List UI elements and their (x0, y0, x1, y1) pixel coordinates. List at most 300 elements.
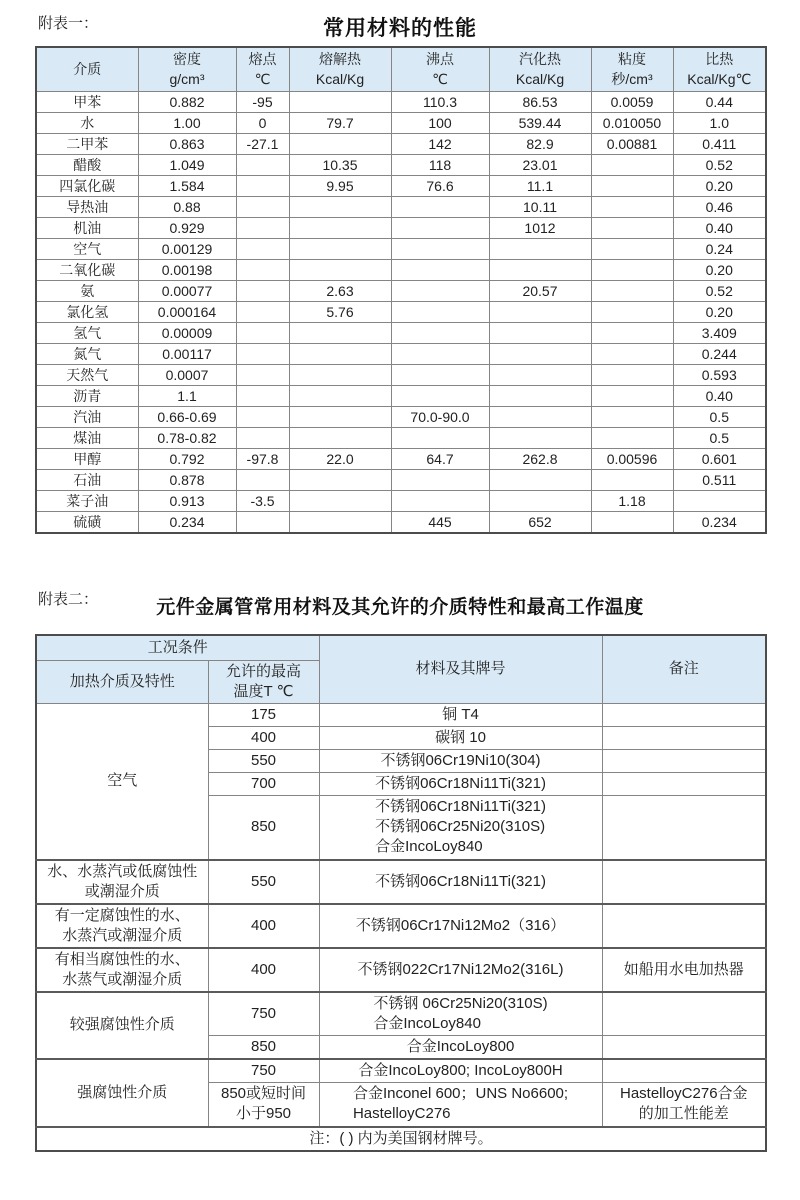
table1-column-header (673, 47, 766, 91)
table1-medium-cell: 四氯化碳 (36, 175, 138, 196)
table1-value-cell: 0.44 (673, 91, 766, 112)
table1-header-row (36, 47, 766, 91)
table1-column-header-line: Kcal/Kg (515, 71, 565, 88)
table1-value-cell: 20.57 (489, 280, 591, 301)
table2-body (36, 704, 766, 1151)
table2-row (36, 948, 766, 992)
table1-column-header (138, 47, 236, 91)
table1-medium-cell: 汽油 (36, 406, 138, 427)
table1-value-cell: 0 (236, 112, 289, 133)
table1-value-cell: 0.24 (673, 238, 766, 259)
table1-value-cell: 11.1 (489, 175, 591, 196)
table1-value-cell: 1.584 (138, 175, 236, 196)
table2-material-cell (319, 1083, 602, 1127)
table1-row (36, 469, 766, 490)
table2-remark-line: 如船用水电加热器 (623, 960, 744, 978)
table2-medium-cell-line: 或潮湿介质 (84, 882, 160, 900)
table1-value-cell: 1.049 (138, 154, 236, 175)
table1-value-cell (591, 259, 673, 280)
table1-value-cell: 0.929 (138, 217, 236, 238)
table2-remark-cell (602, 860, 766, 904)
table1-value-cell (489, 406, 591, 427)
table1-row (36, 133, 766, 154)
table1-medium-cell: 甲苯 (36, 91, 138, 112)
table1-value-cell: 0.244 (673, 343, 766, 364)
table2-material-block (375, 797, 546, 857)
table1-value-cell: 3.409 (673, 322, 766, 343)
table1-row (36, 154, 766, 175)
table2-header-max-temp (208, 661, 319, 704)
table1-value-cell (236, 406, 289, 427)
table1-medium-cell: 水 (36, 112, 138, 133)
table1-value-cell: 0.00009 (138, 322, 236, 343)
table1-medium-cell: 氨 (36, 280, 138, 301)
table2-title: 元件金属管常用材料及其允许的介质特性和最高工作温度 (156, 596, 644, 618)
table1-medium-cell: 煤油 (36, 427, 138, 448)
table1-row (36, 406, 766, 427)
table2-temp-cell (208, 704, 319, 727)
table1-value-cell (236, 427, 289, 448)
table2-medium-cell (36, 860, 208, 904)
table1-value-cell: 0.878 (138, 469, 236, 490)
table2-medium-cell-line: 水蒸汽或潮湿介质 (62, 926, 183, 944)
table2-remark-cell (602, 948, 766, 992)
table2-remark-line: 的加工性能差 (638, 1105, 729, 1123)
table2-remark-line: HastelloyC276合金 (619, 1085, 748, 1103)
table1-value-cell (489, 343, 591, 364)
table1-row (36, 112, 766, 133)
table2-temp-cell-line: 小于950 (235, 1105, 292, 1123)
table1-value-cell (236, 364, 289, 385)
table1-row (36, 91, 766, 112)
table1-row (36, 448, 766, 469)
table1-value-cell (489, 301, 591, 322)
table1-value-cell (236, 301, 289, 322)
table1-value-cell (489, 364, 591, 385)
table1-value-cell (289, 238, 391, 259)
table1-value-cell: 0.010050 (591, 112, 673, 133)
table1-value-cell: 10.35 (289, 154, 391, 175)
table1-value-cell (489, 469, 591, 490)
table1-value-cell (391, 196, 489, 217)
table1-value-cell (236, 511, 289, 533)
table1-value-cell: 82.9 (489, 133, 591, 154)
table1-value-cell (391, 343, 489, 364)
table1-column-header-line: Kcal/Kg (315, 71, 365, 88)
table2-material-cell (319, 860, 602, 904)
table1-value-cell: 0.0007 (138, 364, 236, 385)
table2-remark-cell (602, 992, 766, 1036)
table2-row (36, 992, 766, 1036)
table1-medium-cell: 硫磺 (36, 511, 138, 533)
table2-temp-cell (208, 904, 319, 948)
table2-material-cell (319, 750, 602, 773)
table1-value-cell: 70.0-90.0 (391, 406, 489, 427)
table1-value-cell (391, 364, 489, 385)
table2-medium-cell-line: 较强腐蚀性介质 (69, 1016, 175, 1034)
table1-value-cell (391, 259, 489, 280)
table1-value-cell (591, 427, 673, 448)
table2-material-line: 合金IncoLoy840 (373, 1014, 481, 1032)
table2-heading (0, 586, 800, 634)
table1-value-cell (289, 406, 391, 427)
table2-side-label: 附表二： (38, 590, 99, 608)
table1-value-cell: 0.40 (673, 385, 766, 406)
table2-material-cell (319, 796, 602, 860)
table1-value-cell (236, 175, 289, 196)
table2-header-row-1 (36, 635, 766, 661)
table1-value-cell: 64.7 (391, 448, 489, 469)
table2-medium-cell (36, 904, 208, 948)
table1-value-cell (489, 238, 591, 259)
table2-medium-cell (36, 1059, 208, 1127)
table2-medium-cell (36, 948, 208, 992)
table2-temp-cell (208, 796, 319, 860)
table2-note-cell: 注：( ) 内为美国钢材牌号。 (36, 1127, 766, 1151)
table1-value-cell (289, 364, 391, 385)
table2-header-medium: 加热介质及特性 (36, 661, 208, 704)
table2-temp-cell-line: 400 (250, 729, 277, 746)
table1-value-cell: 262.8 (489, 448, 591, 469)
table2-material-cell (319, 1059, 602, 1083)
table1-column-header-line: g/cm³ (169, 71, 205, 88)
table2-remark-cell (602, 750, 766, 773)
table1-head (36, 47, 766, 91)
table2-material-line: 合金IncoLoy840 (375, 838, 483, 856)
table2-material-line: 不锈钢 06Cr25Ni20(310S) (373, 994, 548, 1012)
table2-temp-cell (208, 1036, 319, 1060)
table2-temp-cell-line: 550 (250, 872, 277, 890)
table1-value-cell (289, 91, 391, 112)
table2-material-cell (319, 773, 602, 796)
table1-value-cell (489, 322, 591, 343)
table2-header-max-temp-line: 允许的最高 (226, 663, 302, 680)
table2-temp-cell-line: 700 (250, 775, 277, 792)
table1-value-cell (236, 259, 289, 280)
table1-column-header-line: 比热 (705, 51, 734, 68)
table1-value-cell (289, 511, 391, 533)
table1-value-cell (289, 343, 391, 364)
table1-value-cell: 0.601 (673, 448, 766, 469)
table2-temp-cell (208, 992, 319, 1036)
table1-value-cell (591, 385, 673, 406)
table2-medium-cell (36, 704, 208, 860)
table2-row (36, 704, 766, 727)
table1-medium-cell: 氯化氢 (36, 301, 138, 322)
table1-value-cell: 0.00117 (138, 343, 236, 364)
table1-medium-cell: 导热油 (36, 196, 138, 217)
table1-value-cell (489, 490, 591, 511)
table1-value-cell: 0.46 (673, 196, 766, 217)
table1-value-cell: 0.66-0.69 (138, 406, 236, 427)
table2-material-cell (319, 704, 602, 727)
table1-value-cell: 1.0 (673, 112, 766, 133)
table1-value-cell (591, 469, 673, 490)
table1-value-cell: 0.20 (673, 259, 766, 280)
table1-medium-cell: 醋酸 (36, 154, 138, 175)
table2-material-line: 不锈钢06Cr17Ni12Mo2（316） (355, 916, 566, 934)
table1-column-header (391, 47, 489, 91)
table1-value-cell: 539.44 (489, 112, 591, 133)
table1-column-header-line: 熔点 (248, 51, 277, 68)
table1-medium-cell: 二氧化碳 (36, 259, 138, 280)
table1-value-cell: 2.63 (289, 280, 391, 301)
table1-value-cell: 0.00129 (138, 238, 236, 259)
table1-value-cell: -27.1 (236, 133, 289, 154)
table1-value-cell (289, 322, 391, 343)
table2-material-line: 不锈钢06Cr18Ni11Ti(321) (375, 775, 546, 792)
table2-material-line: 碳钢 10 (435, 729, 486, 746)
table1-value-cell: 0.234 (673, 511, 766, 533)
table2-row (36, 904, 766, 948)
table1-value-cell (591, 343, 673, 364)
table1-value-cell: 23.01 (489, 154, 591, 175)
table1-row (36, 343, 766, 364)
table1-value-cell: 1.1 (138, 385, 236, 406)
table2-header-material: 材料及其牌号 (319, 635, 602, 704)
table2-material-cell (319, 1036, 602, 1060)
table2-remark-cell (602, 1036, 766, 1060)
table1-value-cell: 142 (391, 133, 489, 154)
table2-medium-cell-line: 空气 (107, 772, 138, 790)
table1-value-cell: -3.5 (236, 490, 289, 511)
table1-value-cell (236, 322, 289, 343)
table2-material-block (353, 1084, 568, 1124)
table2-material-line: 不锈钢022Cr17Ni12Mo2(316L) (357, 960, 564, 978)
table2-material-line: 不锈钢06Cr18Ni11Ti(321) (375, 872, 546, 890)
table1-value-cell: 79.7 (289, 112, 391, 133)
table2-header-remark: 备注 (602, 635, 766, 704)
table1-value-cell (391, 469, 489, 490)
table1-column-header-line: 沸点 (426, 51, 454, 68)
table2-head (36, 635, 766, 704)
table1-value-cell (289, 133, 391, 154)
table1-column-header-line: ℃ (432, 71, 448, 88)
table2-material-line: 铜 T4 (442, 706, 479, 723)
table1-value-cell (591, 280, 673, 301)
table1-value-cell (236, 154, 289, 175)
table1-value-cell: 0.000164 (138, 301, 236, 322)
table2-temp-cell-line: 175 (250, 706, 277, 723)
table1-value-cell (236, 217, 289, 238)
table1-medium-cell: 氮气 (36, 343, 138, 364)
table2-remark-cell (602, 773, 766, 796)
table1-row (36, 196, 766, 217)
table1-row (36, 238, 766, 259)
table1-medium-cell: 空气 (36, 238, 138, 259)
table1-row (36, 427, 766, 448)
table1-value-cell (591, 175, 673, 196)
table1-value-cell: 110.3 (391, 91, 489, 112)
table2-temp-cell-line: 750 (250, 1062, 277, 1079)
table1-value-cell: 0.52 (673, 154, 766, 175)
table1-column-header (36, 47, 138, 91)
table1-medium-cell: 天然气 (36, 364, 138, 385)
table2-material-line: 不锈钢06Cr19Ni10(304) (380, 752, 541, 769)
table1-value-cell (391, 490, 489, 511)
table2-material-line: 合金IncoLoy800 (406, 1038, 515, 1055)
table1-column-header (236, 47, 289, 91)
table2-temp-cell (208, 727, 319, 750)
table2-material-cell (319, 992, 602, 1036)
table1-value-cell (489, 259, 591, 280)
table2-header-max-temp-line: 温度T ℃ (233, 683, 294, 700)
table2-material-line: 合金Inconel 600；UNS No6600; (352, 1085, 569, 1103)
table1-row (36, 217, 766, 238)
table1-row (36, 511, 766, 533)
table1-side-label: 附表一： (38, 15, 99, 32)
table1-value-cell: 0.511 (673, 469, 766, 490)
table1-row (36, 322, 766, 343)
table1-value-cell (391, 385, 489, 406)
table1-value-cell: 0.593 (673, 364, 766, 385)
table2-temp-cell-line: 400 (250, 960, 277, 978)
table2-temp-cell-line: 750 (250, 1004, 277, 1022)
table2-temp-cell (208, 1083, 319, 1127)
table1-value-cell: 5.76 (289, 301, 391, 322)
table1-value-cell: 0.234 (138, 511, 236, 533)
table1-value-cell (391, 427, 489, 448)
table1-value-cell (391, 322, 489, 343)
table1-value-cell: 0.20 (673, 175, 766, 196)
table2-temp-cell-line: 400 (250, 916, 277, 934)
table2-medium-cell-line: 有一定腐蚀性的水、 (54, 906, 190, 924)
table1-value-cell (236, 385, 289, 406)
table2-material-cell (319, 948, 602, 992)
table1-heading (0, 0, 800, 46)
table1-value-cell: 1012 (489, 217, 591, 238)
table1-medium-cell: 机油 (36, 217, 138, 238)
table1-value-cell: 0.00198 (138, 259, 236, 280)
table1-value-cell (391, 238, 489, 259)
table1-value-cell (591, 322, 673, 343)
table1-column-header (591, 47, 673, 91)
table1-value-cell: 22.0 (289, 448, 391, 469)
table1-value-cell (489, 427, 591, 448)
table1-column-header-line: 熔解热 (319, 51, 361, 68)
table1-value-cell: 0.913 (138, 490, 236, 511)
table1-value-cell (591, 238, 673, 259)
table1-value-cell: 445 (391, 511, 489, 533)
table2-remark-cell (602, 796, 766, 860)
table1-column-header-line: 粘度 (618, 51, 646, 68)
table1-value-cell: 0.411 (673, 133, 766, 154)
table1-value-cell: 0.5 (673, 406, 766, 427)
table2-medium-cell (36, 992, 208, 1060)
table1-value-cell: 0.88 (138, 196, 236, 217)
table1-value-cell (591, 154, 673, 175)
table1-value-cell: 118 (391, 154, 489, 175)
table1-medium-cell: 菜子油 (36, 490, 138, 511)
table1-body (36, 91, 766, 533)
table2-remark-cell (602, 1083, 766, 1127)
table2-remark-cell (602, 727, 766, 750)
table2-medium-cell-line: 强腐蚀性介质 (77, 1083, 168, 1101)
table1-row (36, 301, 766, 322)
table1-row (36, 259, 766, 280)
table1-value-cell (236, 469, 289, 490)
table1-value-cell: -97.8 (236, 448, 289, 469)
table1-value-cell (489, 385, 591, 406)
table2-medium-cell-line: 水蒸气或潮湿介质 (62, 970, 183, 988)
table1-row (36, 175, 766, 196)
table2-temp-cell-line: 850 (250, 818, 277, 836)
table1-value-cell: 9.95 (289, 175, 391, 196)
table1-value-cell: 0.00881 (591, 133, 673, 154)
table1-value-cell (236, 238, 289, 259)
table1-title: 常用材料的性能 (323, 17, 477, 40)
table1-value-cell: 86.53 (489, 91, 591, 112)
table1-column-header-line: Kcal/Kg℃ (687, 71, 752, 88)
table1-column-header-line: 秒/cm³ (611, 71, 653, 88)
table1-value-cell: 10.11 (489, 196, 591, 217)
table1-value-cell: 1.18 (591, 490, 673, 511)
table1-value-cell: 0.40 (673, 217, 766, 238)
table2-remark-cell (602, 904, 766, 948)
table2-header-working-conditions: 工况条件 (36, 635, 319, 661)
table1-value-cell: 1.00 (138, 112, 236, 133)
table1-value-cell: 0.882 (138, 91, 236, 112)
table2-material-block (373, 994, 547, 1034)
table2-material-line: HastelloyC276 (352, 1105, 451, 1123)
metal-tube-materials-table (35, 634, 767, 1152)
table2-temp-cell-line: 550 (250, 752, 277, 769)
table1-value-cell (236, 343, 289, 364)
table2-remark-cell (602, 1059, 766, 1083)
table1-value-cell: 100 (391, 112, 489, 133)
table1-row (36, 364, 766, 385)
table1-row (36, 280, 766, 301)
table2-temp-cell (208, 948, 319, 992)
table1-value-cell (289, 427, 391, 448)
table1-value-cell: -95 (236, 91, 289, 112)
table1-value-cell: 0.0059 (591, 91, 673, 112)
table1-value-cell: 0.52 (673, 280, 766, 301)
table2-remark-cell (602, 704, 766, 727)
table1-medium-cell: 沥青 (36, 385, 138, 406)
table1-value-cell (673, 490, 766, 511)
table1-medium-cell: 二甲苯 (36, 133, 138, 154)
table1-column-header (289, 47, 391, 91)
table1-value-cell (591, 406, 673, 427)
table1-value-cell (289, 385, 391, 406)
table1-value-cell: 0.792 (138, 448, 236, 469)
table1-column-header-line: 汽化热 (519, 51, 561, 68)
table1-column-header (489, 47, 591, 91)
table1-value-cell (391, 301, 489, 322)
table1-value-cell (289, 490, 391, 511)
table1-value-cell: 0.5 (673, 427, 766, 448)
table2-temp-cell (208, 1059, 319, 1083)
table1-value-cell: 0.78-0.82 (138, 427, 236, 448)
table1-medium-cell: 甲醇 (36, 448, 138, 469)
table1-row (36, 385, 766, 406)
table1-value-cell (289, 469, 391, 490)
table1-value-cell (591, 196, 673, 217)
table2-material-cell (319, 904, 602, 948)
table1-value-cell: 0.00596 (591, 448, 673, 469)
table2-temp-cell (208, 860, 319, 904)
table1-value-cell (591, 511, 673, 533)
table2-temp-cell (208, 750, 319, 773)
table2-note-row (36, 1127, 766, 1151)
table1-value-cell: 0.863 (138, 133, 236, 154)
spacer (0, 534, 800, 586)
table2-material-line: 不锈钢06Cr18Ni11Ti(321) (375, 798, 546, 816)
table1-value-cell: 0.00077 (138, 280, 236, 301)
table2-temp-cell-line: 850 (250, 1038, 277, 1055)
table1-medium-cell: 石油 (36, 469, 138, 490)
